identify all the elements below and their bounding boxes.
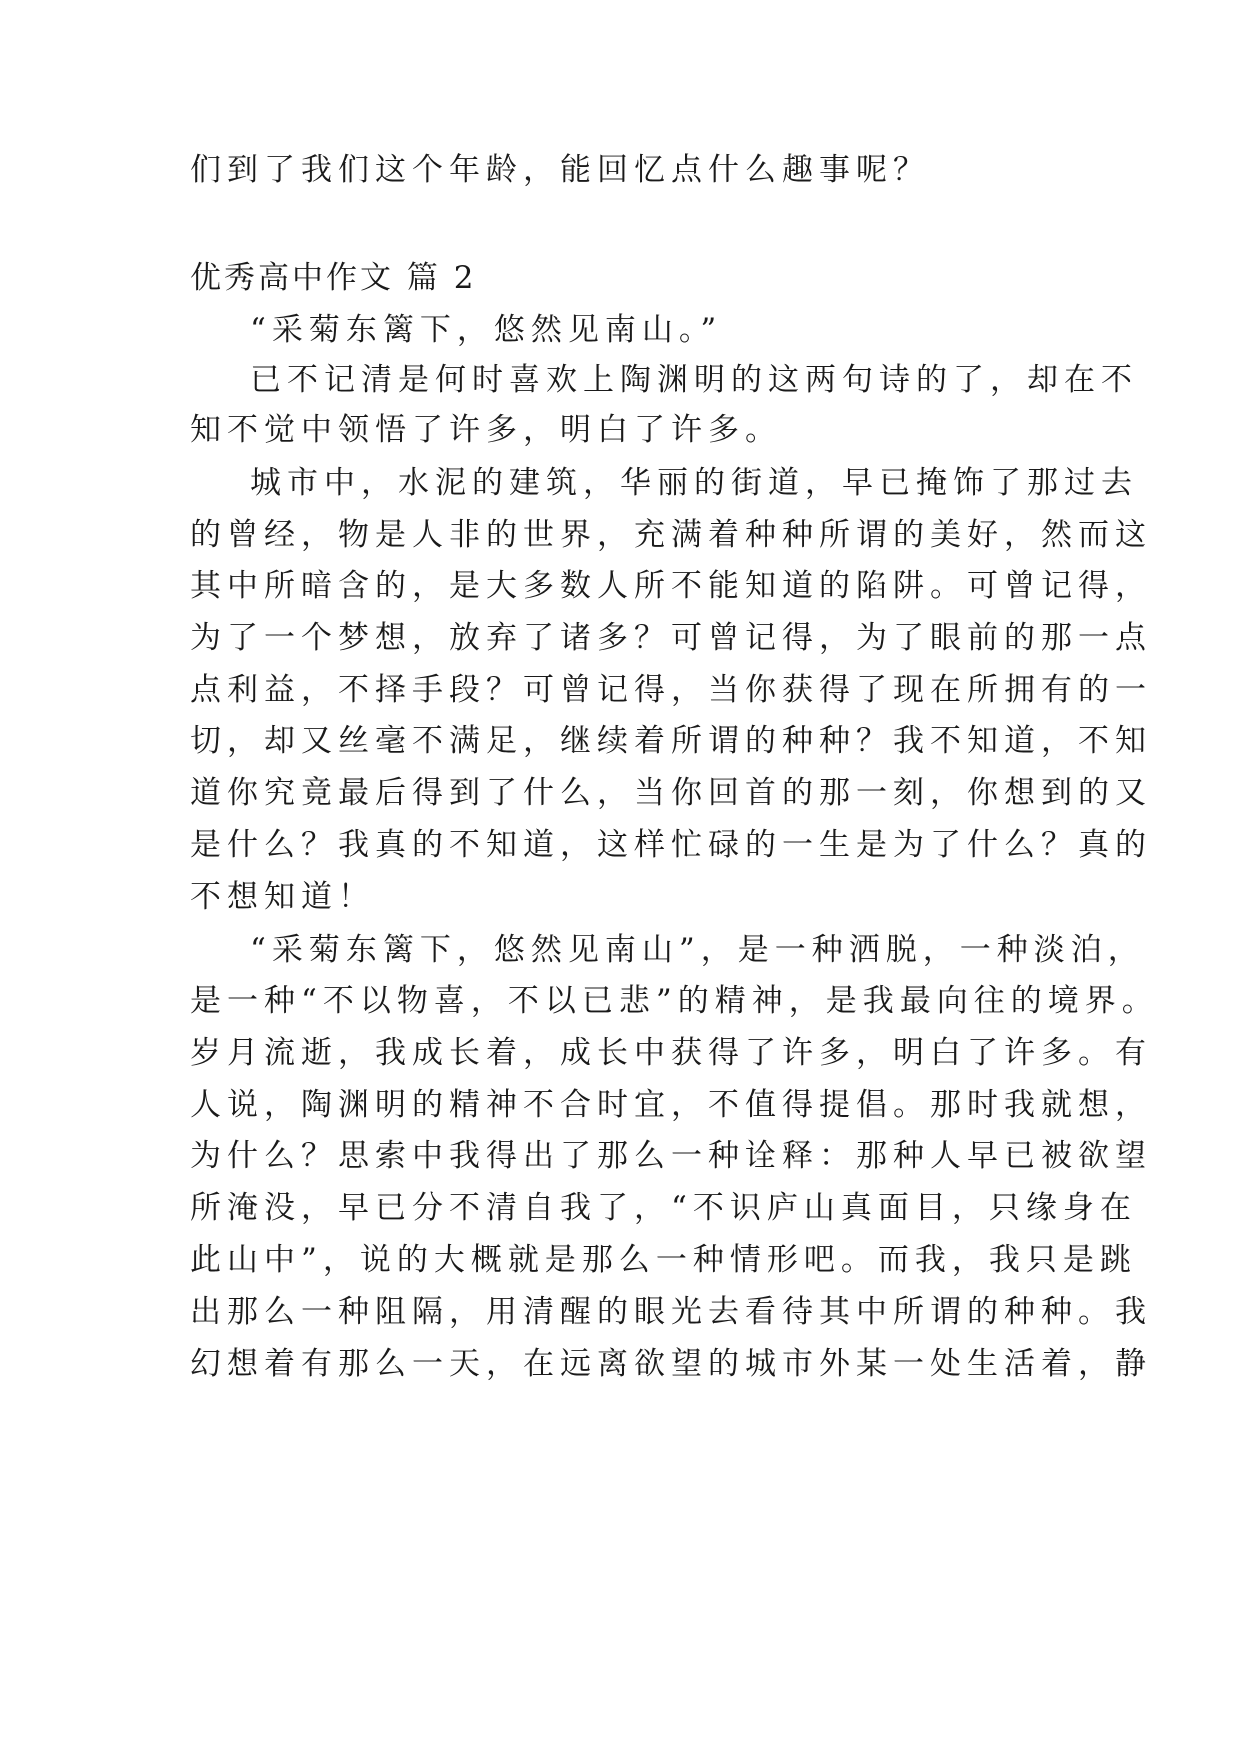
paragraph-line: 岁月流逝，我成长着，成长中获得了许多，明白了许多。有 <box>190 1035 1152 1071</box>
paragraph-line: 城市中，水泥的建筑，华丽的街道，早已掩饰了那过去 <box>250 465 1138 501</box>
paragraph-line: 知不觉中领悟了许多，明白了许多。 <box>190 412 782 448</box>
paragraph-line: 人说，陶渊明的精神不合时宜，不值得提倡。那时我就想， <box>190 1087 1152 1123</box>
paragraph-line: 此山中”，说的大概就是那么一种情形吧。而我，我只是跳 <box>190 1242 1137 1278</box>
paragraph-line: 道你究竟最后得到了什么，当你回首的那一刻，你想到的又 <box>190 775 1152 811</box>
paragraph-line: 已不记清是何时喜欢上陶渊明的这两句诗的了，却在不 <box>250 362 1138 398</box>
paragraph-line: 其中所暗含的，是大多数人所不能知道的陷阱。可曾记得， <box>190 568 1152 604</box>
continuation-line: 们到了我们这个年龄，能回忆点什么趣事呢？ <box>190 152 930 188</box>
section-title: 优秀高中作文 篇 2 <box>190 260 477 296</box>
paragraph-line: 为了一个梦想，放弃了诸多？可曾记得，为了眼前的那一点 <box>190 620 1152 656</box>
paragraph-line: 幻想着有那么一天，在远离欲望的城市外某一处生活着，静 <box>190 1346 1152 1382</box>
paragraph-line: “采菊东篱下，悠然见南山”，是一种洒脱，一种淡泊， <box>250 932 1145 968</box>
paragraph-line: 出那么一种阻隔，用清醒的眼光去看待其中所谓的种种。我 <box>190 1294 1152 1330</box>
paragraph-line: “采菊东篱下，悠然见南山。” <box>250 312 723 348</box>
paragraph-line: 切，却又丝毫不满足，继续着所谓的种种？我不知道，不知 <box>190 723 1152 759</box>
paragraph-line: 是一种“不以物喜，不以已悲”的精神，是我最向往的境界。 <box>190 983 1159 1019</box>
paragraph-line: 是什么？我真的不知道，这样忙碌的一生是为了什么？真的 <box>190 827 1152 863</box>
paragraph-line: 不想知道！ <box>190 879 375 915</box>
paragraph-line: 的曾经，物是人非的世界，充满着种种所谓的美好，然而这 <box>190 517 1152 553</box>
paragraph-line: 所淹没，早已分不清自我了，“不识庐山真面目，只缘身在 <box>190 1190 1137 1226</box>
paragraph-line: 为什么？思索中我得出了那么一种诠释：那种人早已被欲望 <box>190 1138 1152 1174</box>
paragraph-line: 点利益，不择手段？可曾记得，当你获得了现在所拥有的一 <box>190 672 1152 708</box>
